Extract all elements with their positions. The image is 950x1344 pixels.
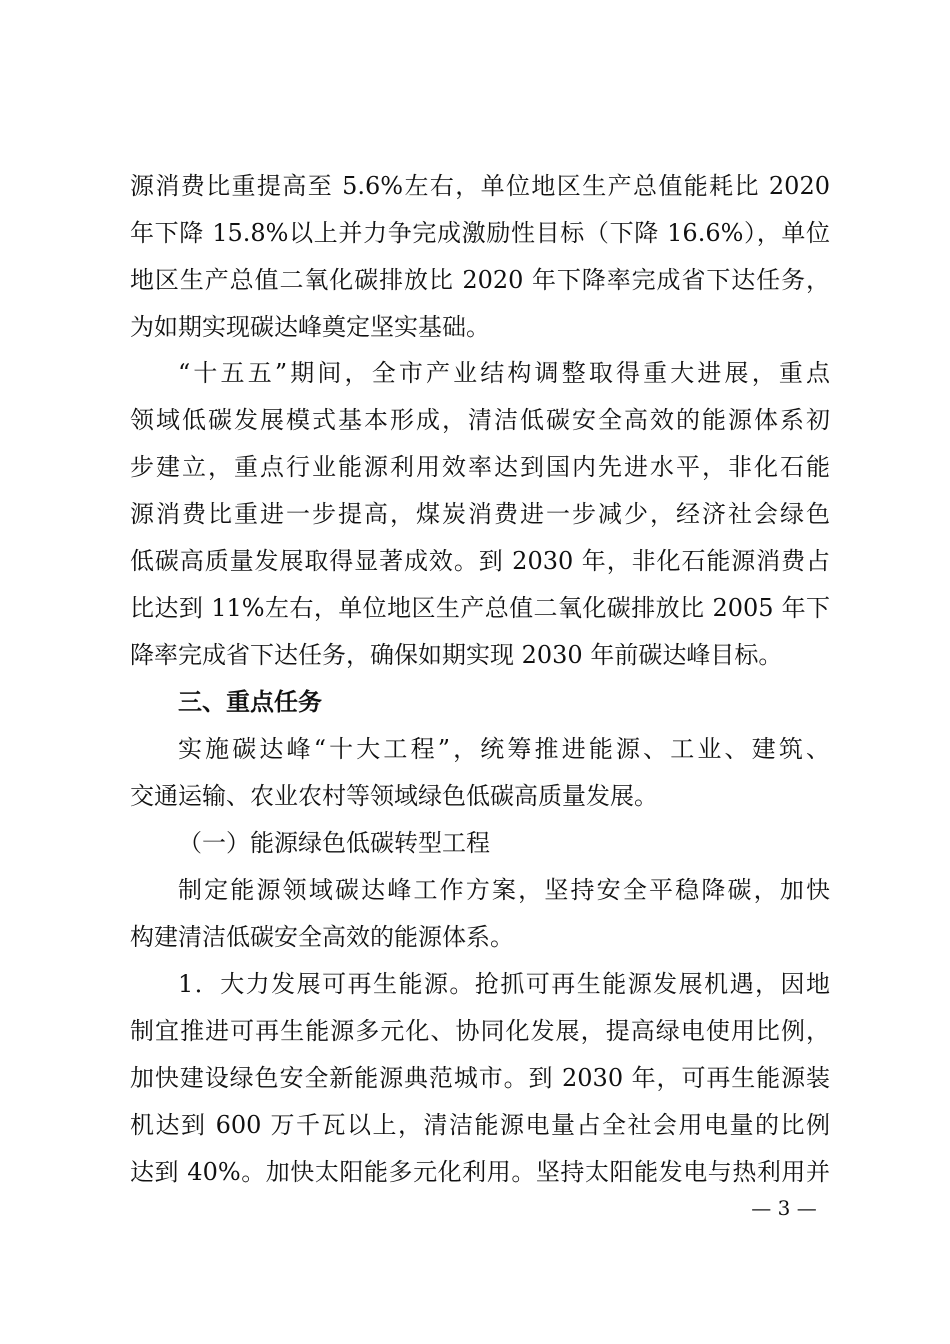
section-heading: 三、重点任务: [178, 688, 322, 716]
body-text-line: 比达到 11%左右，单位地区生产总值二氧化碳排放比 2005 年下: [130, 594, 830, 622]
subsection-heading: （一）能源绿色低碳转型工程: [178, 829, 490, 857]
body-text-line: 达到 40%。加快太阳能多元化利用。坚持太阳能发电与热利用并: [130, 1158, 830, 1186]
body-text-line: 降率完成省下达任务，确保如期实现 2030 年前碳达峰目标。: [130, 641, 783, 669]
body-text-line: 加快建设绿色安全新能源典范城市。到 2030 年，可再生能源装: [130, 1064, 830, 1092]
body-text-line: 机达到 600 万千瓦以上，清洁能源电量占全社会用电量的比例: [130, 1111, 830, 1139]
body-text-line: 交通运输、农业农村等领域绿色低碳高质量发展。: [130, 782, 658, 810]
body-text-line: 源消费比重提高至 5.6%左右，单位地区生产总值能耗比 2020: [130, 172, 830, 200]
paragraph-first-line: 1．大力发展可再生能源。抢抓可再生能源发展机遇，因地: [178, 970, 830, 998]
body-text-line: 领域低碳发展模式基本形成，清洁低碳安全高效的能源体系初: [130, 406, 830, 434]
paragraph-first-line: 实施碳达峰“十大工程”，统筹推进能源、工业、建筑、: [178, 735, 830, 763]
body-text-line: 低碳高质量发展取得显著成效。到 2030 年，非化石能源消费占: [130, 547, 830, 575]
paragraph-first-line: “十五五”期间，全市产业结构调整取得重大进展，重点: [178, 359, 830, 387]
page-number: — 3 —: [751, 1196, 817, 1220]
body-text-line: 构建清洁低碳安全高效的能源体系。: [130, 923, 514, 951]
body-text-line: 制宜推进可再生能源多元化、协同化发展，提高绿电使用比例，: [130, 1017, 830, 1045]
body-text-line: 年下降 15.8%以上并力争完成激励性目标（下降 16.6%），单位: [130, 219, 830, 247]
body-text-line: 为如期实现碳达峰奠定坚实基础。: [130, 313, 490, 341]
paragraph-first-line: 制定能源领域碳达峰工作方案，坚持安全平稳降碳，加快: [178, 876, 830, 904]
body-text-line: 源消费比重进一步提高，煤炭消费进一步减少，经济社会绿色: [130, 500, 830, 528]
body-text-line: 地区生产总值二氧化碳排放比 2020 年下降率完成省下达任务，: [130, 266, 830, 294]
body-text-line: 步建立，重点行业能源利用效率达到国内先进水平，非化石能: [130, 453, 830, 481]
